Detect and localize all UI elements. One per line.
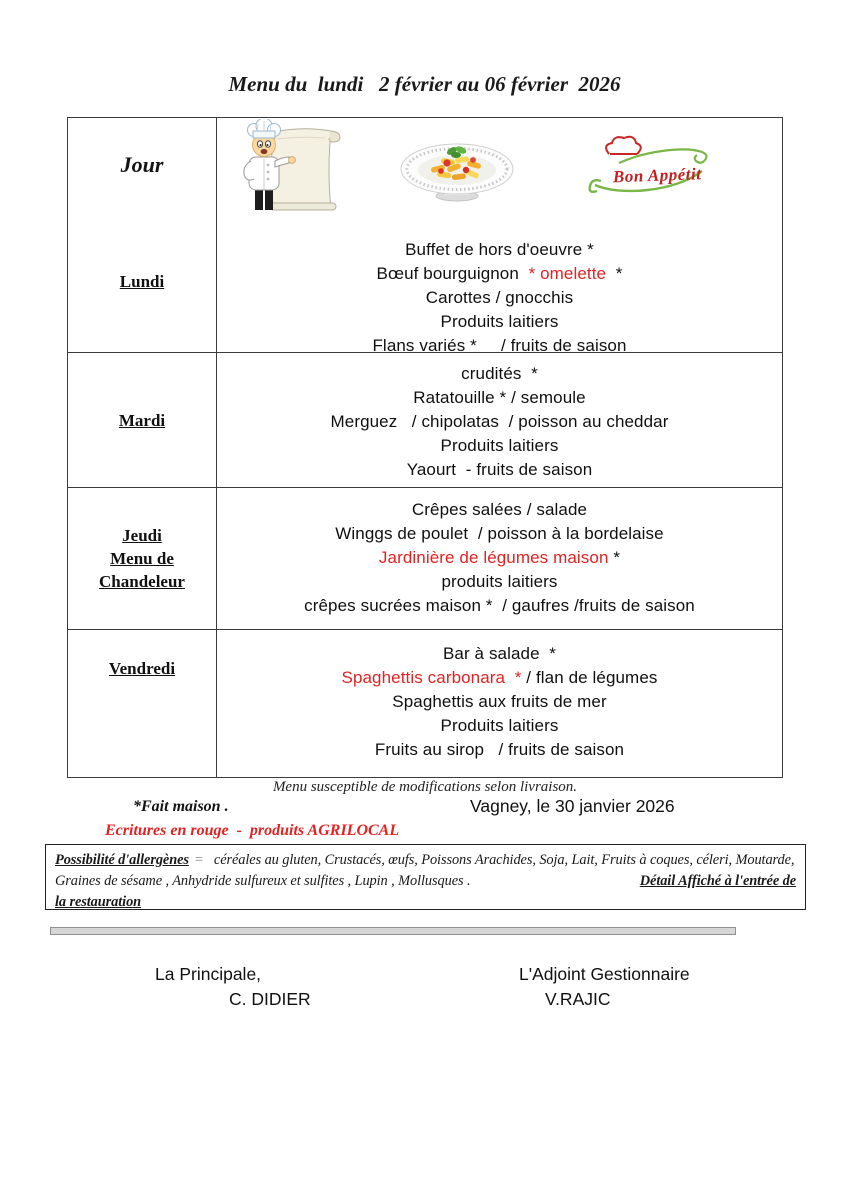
menu-row-jeudi: [68, 487, 782, 629]
separator-bar: [50, 927, 736, 935]
signature-right-role: L'Adjoint Gestionnaire: [519, 964, 690, 984]
bon-appetit-logo: [585, 133, 717, 201]
allergen-line-1: [55, 850, 796, 871]
chef-hat-icon: [606, 137, 641, 154]
menu-item-text: Spaghettis aux fruits de mer: [392, 692, 607, 711]
menu-item-text: Bœuf bourguignon: [376, 264, 529, 283]
pasta-plate-image: [397, 138, 517, 204]
menu-cell-jeudi: [217, 488, 782, 629]
chef-with-menu-scroll-image: [225, 119, 347, 211]
allergen-list-1: céréales au gluten, Crustacés, œufs, Poissons Arachides, Soja, Lait, Fruits à coques, céleri, Moutarde,: [206, 852, 795, 868]
signature-right-name: V.RAJIC: [545, 989, 611, 1009]
place-date: Vagney, le 30 janvier 2026: [470, 796, 675, 816]
agrilocal-note: Ecritures en rouge - produits AGRILOCAL: [105, 822, 400, 839]
menu-item-text: Flans variés * / fruits de saison: [372, 336, 627, 355]
menu-item-text: Buffet de hors d'oeuvre *: [405, 240, 594, 259]
menu-line: [441, 570, 557, 594]
menu-line: [443, 642, 556, 666]
fait-maison-note: *Fait maison .: [133, 798, 229, 815]
day-label-vendredi: Vendredi: [108, 659, 176, 678]
menu-item-text: *: [606, 264, 623, 283]
menu-item-text: Carottes / gnocchis: [425, 288, 574, 307]
menu-item-red-text: * omelette: [528, 264, 607, 283]
menu-item-text: Merguez / chipolatas / poisson au cheddar: [330, 412, 669, 431]
menu-line: [412, 498, 587, 522]
menu-line: [379, 546, 620, 570]
modification-note: Menu susceptible de modifications selon livraison.: [272, 779, 578, 795]
menu-line: [441, 310, 559, 334]
day-cell-jeudi: [68, 488, 217, 629]
menu-cell-vendredi: [217, 630, 782, 777]
allergen-list-2: Graines de sésame , Anhydride sulfureux et sulfites , Lupin , Mollusques .: [55, 873, 471, 889]
day-label-jeudi: Menu de: [110, 549, 174, 568]
menu-line: [441, 434, 559, 458]
menu-line: [426, 286, 573, 310]
menu-row-lundi: [68, 211, 782, 355]
menu-item-red-text: Spaghettis carbonara *: [341, 668, 522, 687]
menu-item-text: Bar à salade *: [442, 644, 556, 663]
bon-appetit-text: Bon Appétit: [612, 164, 702, 187]
menu-item-red-text: Jardinière de légumes maison: [378, 548, 609, 567]
allergen-detail-2: la restauration: [55, 894, 142, 910]
day-cell-vendredi: [68, 630, 217, 777]
menu-item-text: Produits laitiers: [440, 716, 559, 735]
day-label-jeudi: Jeudi: [122, 526, 162, 545]
day-label-mardi: Mardi: [118, 410, 166, 430]
menu-item-text: Yaourt - fruits de saison: [406, 460, 593, 479]
allergen-line-2: [55, 871, 796, 892]
menu-row-mardi: [68, 352, 782, 487]
page-title: Menu du lundi 2 février au 06 février 2026: [228, 72, 621, 96]
menu-line: [392, 690, 606, 714]
menu-rows: [68, 211, 782, 777]
menu-item-text: Crêpes salées / salade: [411, 500, 588, 519]
day-label-jeudi: Chandeleur: [99, 572, 185, 591]
menu-table: [67, 117, 783, 778]
menu-item-text: crêpes sucrées maison * / gaufres /fruits de saison: [304, 596, 695, 615]
menu-line: [342, 666, 658, 690]
day-cell-mardi: [68, 353, 217, 487]
allergen-label: Possibilité d'allergènes: [55, 852, 189, 868]
allergen-box: [45, 844, 806, 910]
menu-line: [335, 522, 663, 546]
signature-left-role: La Principale,: [155, 964, 262, 984]
menu-line: [331, 410, 669, 434]
table-header-row: [68, 118, 782, 211]
day-cell-lundi: [68, 211, 217, 352]
menu-cell-lundi: [217, 211, 782, 355]
menu-item-text: Ratatouille * / semoule: [413, 388, 586, 407]
menu-line: [441, 714, 559, 738]
menu-line: [405, 238, 594, 262]
jour-header-cell: [68, 118, 217, 211]
menu-item-text: / flan de légumes: [521, 668, 658, 687]
menu-row-vendredi: [68, 629, 782, 777]
menu-line: [407, 458, 593, 482]
menu-line: [377, 262, 623, 286]
allergen-line-3: [55, 892, 796, 913]
menu-item-text: Fruits au sirop / fruits de saison: [374, 740, 625, 759]
menu-line: [304, 594, 695, 618]
menu-line: [413, 386, 585, 410]
jour-header-label: Jour: [120, 151, 164, 177]
allergen-detail-1: Détail Affiché à l'entrée de: [639, 873, 796, 889]
day-label-lundi: Lundi: [119, 272, 165, 291]
menu-line: [461, 362, 538, 386]
menu-line: [375, 738, 624, 762]
menu-cell-mardi: [217, 353, 782, 487]
menu-item-text: *: [608, 548, 621, 567]
header-images-cell: [217, 118, 782, 211]
menu-item-text: Winggs de poulet / poisson à la bordelaise: [335, 524, 664, 543]
menu-item-text: produits laitiers: [441, 572, 558, 591]
menu-item-text: Produits laitiers: [440, 312, 559, 331]
menu-item-text: crudités *: [461, 364, 538, 383]
menu-item-text: Produits laitiers: [440, 436, 559, 455]
allergen-equals: =: [194, 852, 203, 868]
signature-left-name: C. DIDIER: [229, 989, 311, 1009]
